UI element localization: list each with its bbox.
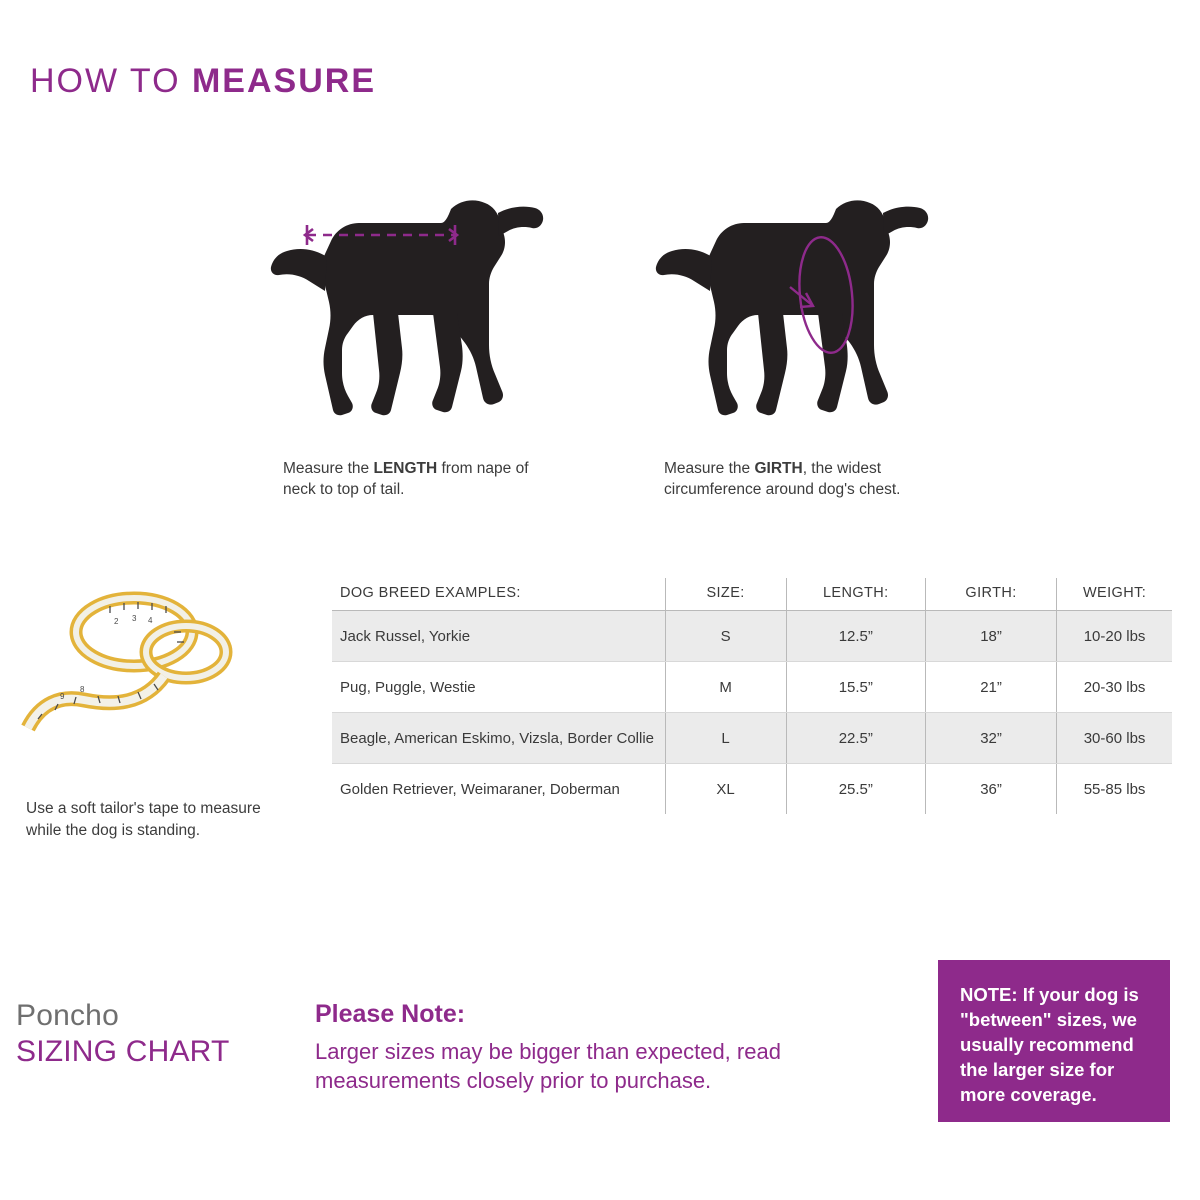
- cell-girth: 18”: [925, 611, 1056, 662]
- sizing-table: [332, 578, 1172, 814]
- product-name: Poncho: [16, 999, 119, 1032]
- length-caption-pre: Measure the: [283, 460, 374, 477]
- girth-caption-bold: GIRTH: [754, 460, 803, 477]
- cell-girth: 21”: [925, 662, 1056, 713]
- cell-weight: 30-60 lbs: [1057, 713, 1172, 764]
- page-title-light: HOW TO: [30, 62, 192, 100]
- th-girth: GIRTH:: [925, 578, 1056, 611]
- svg-text:4: 4: [148, 616, 153, 625]
- cell-breed: Pug, Puggle, Westie: [332, 662, 665, 713]
- table-row: [332, 713, 1172, 764]
- cell-length: 15.5”: [786, 662, 925, 713]
- th-weight: WEIGHT:: [1057, 578, 1172, 611]
- svg-text:8: 8: [80, 685, 85, 694]
- please-note-block: [315, 1000, 915, 1095]
- th-size: SIZE:: [665, 578, 786, 611]
- note-badge: NOTE: If your dog is "between" sizes, we usually recommend the larger size for more coverage.: [938, 960, 1170, 1122]
- dog-length-icon: [255, 195, 585, 445]
- svg-text:9: 9: [60, 692, 65, 701]
- svg-text:3: 3: [132, 614, 137, 623]
- cell-breed: Jack Russel, Yorkie: [332, 611, 665, 662]
- tape-measure-icon: [14, 580, 294, 780]
- cell-breed: Beagle, American Eskimo, Vizsla, Border Collie: [332, 713, 665, 764]
- cell-length: 22.5”: [786, 713, 925, 764]
- girth-caption-post: , the widest circumference around dog's chest.: [664, 460, 901, 498]
- cell-weight: 10-20 lbs: [1057, 611, 1172, 662]
- cell-breed: Golden Retriever, Weimaraner, Doberman: [332, 764, 665, 815]
- tape-caption: Use a soft tailor's tape to measure while the dog is standing.: [26, 800, 261, 839]
- th-breed: DOG BREED EXAMPLES:: [332, 578, 665, 611]
- th-length: LENGTH:: [786, 578, 925, 611]
- cell-size: M: [665, 662, 786, 713]
- svg-text:2: 2: [114, 617, 119, 626]
- length-caption-post: from nape of neck to top of tail.: [283, 460, 529, 498]
- cell-length: 25.5”: [786, 764, 925, 815]
- sizing-table-container: [332, 578, 1172, 814]
- girth-caption: [664, 458, 954, 500]
- page-title-bold: MEASURE: [191, 62, 377, 100]
- table-header-row: [332, 578, 1172, 611]
- please-note-title: Please Note:: [315, 1000, 466, 1028]
- length-caption-bold: LENGTH: [373, 460, 438, 477]
- dog-girth-icon: [640, 195, 970, 445]
- footer-product-block: [16, 1000, 306, 1069]
- table-row: [332, 611, 1172, 662]
- cell-length: 12.5”: [786, 611, 925, 662]
- please-note-body: Larger sizes may be bigger than expected, read measurements closely prior to purchase.: [315, 1039, 781, 1093]
- cell-size: XL: [665, 764, 786, 815]
- cell-size: L: [665, 713, 786, 764]
- table-row: [332, 662, 1172, 713]
- girth-illustration: [640, 195, 970, 445]
- page-title: [30, 62, 376, 101]
- cell-girth: 32”: [925, 713, 1056, 764]
- girth-caption-pre: Measure the: [664, 460, 755, 477]
- cell-weight: 55-85 lbs: [1083, 780, 1146, 798]
- cell-size: S: [665, 611, 786, 662]
- cell-weight: 20-30 lbs: [1057, 662, 1172, 713]
- length-caption: [283, 458, 553, 500]
- cell-girth: 36”: [925, 764, 1056, 815]
- length-illustration: [255, 195, 585, 445]
- chart-label: SIZING CHART: [16, 1035, 230, 1069]
- table-row: [332, 764, 1172, 815]
